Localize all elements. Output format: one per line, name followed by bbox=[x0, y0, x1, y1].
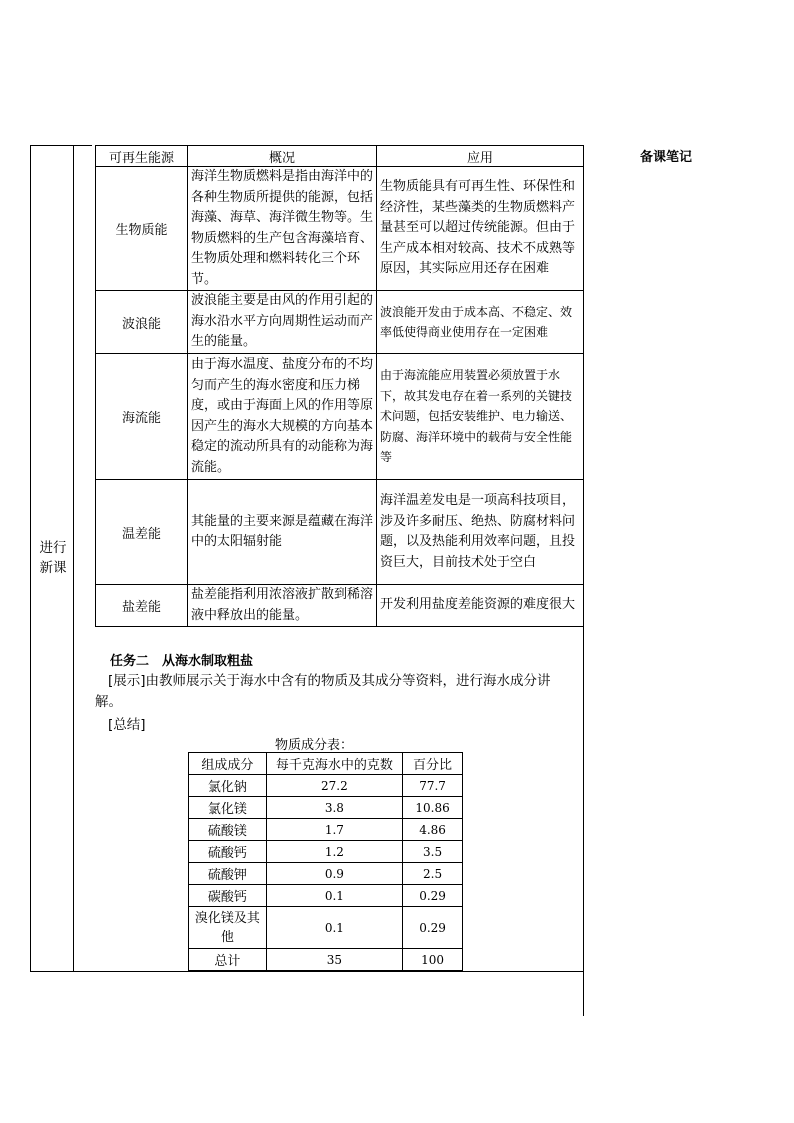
energy-name: 海流能 bbox=[96, 354, 188, 480]
table-row bbox=[189, 949, 463, 971]
grams-value: 0.1 bbox=[266, 907, 402, 949]
energy-application: 波浪能开发由于成本高、不稳定、效率低使得商业使用存在一定困难 bbox=[377, 291, 584, 354]
percent-value: 4.86 bbox=[403, 819, 463, 841]
grams-value: 27.2 bbox=[266, 775, 402, 797]
component-name: 碳酸钙 bbox=[189, 885, 267, 907]
table-row bbox=[189, 863, 463, 885]
energy-overview: 波浪能主要是由风的作用引起的海水沿水平方向周期性运动而产生的能量。 bbox=[188, 291, 377, 354]
component-name: 氯化钠 bbox=[189, 775, 267, 797]
grams-value: 3.8 bbox=[266, 797, 402, 819]
demonstration-line-1: [展示]由教师展示关于海水中含有的物质及其成分等资料，进行海水成分讲 bbox=[108, 673, 551, 689]
table-row bbox=[189, 907, 463, 949]
header-overview: 概况 bbox=[188, 146, 377, 167]
energy-application: 海洋温差发电是一项高科技项目，涉及许多耐压、绝热、防腐材料问题，以及热能利用效率问题，且投资巨大，目前技术处于空白 bbox=[377, 480, 584, 585]
energy-table-header-row bbox=[96, 146, 584, 167]
energy-name: 温差能 bbox=[96, 480, 188, 585]
component-name: 硫酸钙 bbox=[189, 841, 267, 863]
table-row bbox=[96, 354, 584, 480]
grams-value: 1.2 bbox=[266, 841, 402, 863]
percent-value: 2.5 bbox=[403, 863, 463, 885]
grams-value: 0.9 bbox=[266, 863, 402, 885]
composition-table-caption: 物质成分表： bbox=[274, 738, 353, 753]
task-two-heading: 任务二 从海水制取粗盐 bbox=[110, 654, 254, 669]
outer-frame-top-border bbox=[30, 145, 92, 146]
table-row bbox=[189, 841, 463, 863]
percent-value: 0.29 bbox=[403, 907, 463, 949]
energy-name: 盐差能 bbox=[96, 585, 188, 627]
component-name: 氯化镁 bbox=[189, 797, 267, 819]
percent-value: 0.29 bbox=[403, 885, 463, 907]
table-row bbox=[189, 819, 463, 841]
energy-application: 生物质能具有可再生性、环保性和经济性，某些藻类的生物质燃料产量甚至可以超过传统能源。但由于生产成本相对较高、技术不成熟等原因，其实际应用还存在困难 bbox=[377, 167, 584, 291]
table-row bbox=[189, 775, 463, 797]
table-row bbox=[96, 167, 584, 291]
energy-overview: 盐差能指利用浓溶液扩散到稀溶液中释放出的能量。 bbox=[188, 585, 377, 627]
section-label: 进行新课 bbox=[39, 540, 67, 576]
percent-value: 77.7 bbox=[403, 775, 463, 797]
table-row bbox=[96, 585, 584, 627]
energy-name: 波浪能 bbox=[96, 291, 188, 354]
component-name: 硫酸镁 bbox=[189, 819, 267, 841]
demonstration-line-2: 解。 bbox=[95, 694, 122, 710]
component-name: 总计 bbox=[189, 949, 267, 971]
seawater-composition-table bbox=[188, 752, 463, 971]
energy-overview: 海洋生物质燃料是指由海洋中的各种生物质所提供的能源，包括海藻、海草、海洋微生物等。生物质燃料的生产包含海藻培育、生物质处理和燃料转化三个环节。 bbox=[188, 167, 377, 291]
energy-overview: 由于海水温度、盐度分布的不均匀而产生的海水密度和压力梯度，或由于海面上风的作用等原因产生的海水大规模的方向基本稳定的流动所具有的动能称为海流能。 bbox=[188, 354, 377, 480]
grams-value: 1.7 bbox=[266, 819, 402, 841]
outer-frame-left-border bbox=[30, 145, 31, 972]
notes-heading: 备课笔记 bbox=[640, 150, 693, 165]
energy-application: 由于海流能应用装置必须放置于水下，故其发电存在着一系列的关键技术问题，包括安装维护、电力输送、防腐、海洋环境中的载荷与安全性能等 bbox=[377, 354, 584, 480]
energy-overview: 其能量的主要来源是蕴藏在海洋中的太阳辐射能 bbox=[188, 480, 377, 585]
energy-application: 开发利用盐度差能资源的难度很大 bbox=[377, 585, 584, 627]
inner-column-border bbox=[73, 145, 74, 972]
table-row bbox=[96, 291, 584, 354]
header-grams-per-kg: 每千克海水中的克数 bbox=[266, 753, 402, 775]
percent-value: 10.86 bbox=[403, 797, 463, 819]
component-name: 溴化镁及其他 bbox=[189, 907, 267, 949]
table-row bbox=[189, 885, 463, 907]
summary-label: [总结] bbox=[108, 717, 146, 733]
grams-value: 35 bbox=[266, 949, 402, 971]
renewable-energy-table bbox=[95, 145, 584, 627]
percent-value: 3.5 bbox=[403, 841, 463, 863]
grams-value: 0.1 bbox=[266, 885, 402, 907]
component-name: 硫酸钾 bbox=[189, 863, 267, 885]
composition-header-row bbox=[189, 753, 463, 775]
header-percentage: 百分比 bbox=[403, 753, 463, 775]
outer-frame-bottom-border bbox=[30, 971, 584, 972]
percent-value: 100 bbox=[403, 949, 463, 971]
header-application: 应用 bbox=[377, 146, 584, 167]
table-row bbox=[189, 797, 463, 819]
header-energy-type: 可再生能源 bbox=[96, 146, 188, 167]
energy-name: 生物质能 bbox=[96, 167, 188, 291]
header-component: 组成成分 bbox=[189, 753, 267, 775]
demonstration-paragraph bbox=[95, 671, 573, 713]
table-row bbox=[96, 480, 584, 585]
